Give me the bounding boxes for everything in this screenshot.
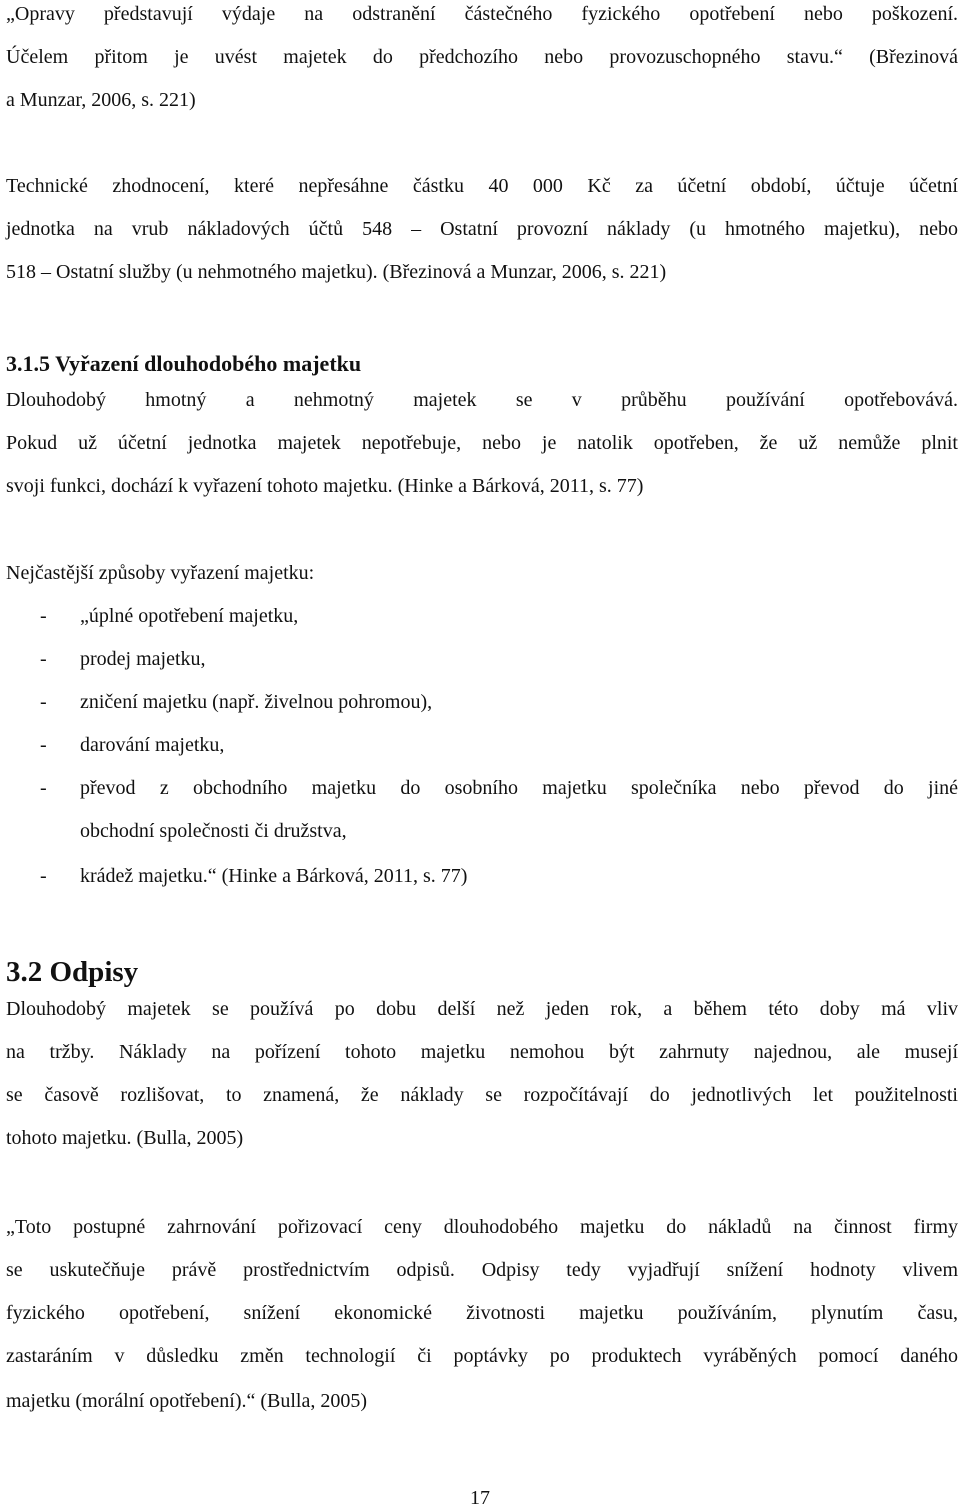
paragraph-line: „Opravy představují výdaje na odstranění částečného fyzického opotřebení nebo poškození. [6, 3, 958, 25]
paragraph-line: a Munzar, 2006, s. 221) [6, 89, 196, 111]
paragraph-line: zastaráním v důsledku změn technologií či poptávky po produktech vyráběných pomocí daného [6, 1345, 958, 1367]
list-item-text: převod z obchodního majetku do osobního majetku společníka nebo převod do jiné [80, 777, 958, 799]
list-dash: - [40, 865, 47, 887]
list-item [6, 647, 958, 671]
paragraph-line: Technické zhodnocení, které nepřesáhne částku 40 000 Kč za účetní období, účtuje účetní [6, 175, 958, 197]
list-item [6, 604, 958, 628]
paragraph-line: se časově rozlišovat, to znamená, že náklady se rozpočítávají do jednotlivých let použitelnosti [6, 1084, 958, 1106]
list-dash: - [40, 777, 47, 799]
paragraph-line: fyzického opotřebení, snížení ekonomické životnosti majetku používáním, plynutím času, [6, 1302, 958, 1324]
paragraph-line: na tržby. Náklady na pořízení tohoto majetku nemohou být zahrnuty najednou, ale musejí [6, 1041, 958, 1063]
chapter-heading: 3.2 Odpisy [6, 956, 139, 988]
paragraph-line: majetku (morální opotřebení).“ (Bulla, 2005) [6, 1390, 368, 1412]
paragraph-line: Účelem přitom je uvést majetek do předchozího nebo provozuschopného stavu.“ (Březinová [6, 46, 958, 68]
list-item [6, 776, 958, 800]
paragraph-line: tohoto majetku. (Bulla, 2005) [6, 1127, 244, 1149]
paragraph-line: se uskutečňuje právě prostřednictvím odpisů. Odpisy tedy vyjadřují snížení hodnoty vlivem [6, 1259, 958, 1281]
paragraph-line: svoji funkci, dochází k vyřazení tohoto majetku. (Hinke a Bárková, 2011, s. 77) [6, 475, 644, 497]
list-item-text: darování majetku, [80, 734, 225, 756]
list-item-text: „úplné opotřebení majetku, [80, 605, 299, 627]
page-number: 17 [470, 1487, 490, 1509]
list-item-text: zničení majetku (např. živelnou pohromou), [80, 691, 433, 713]
paragraph-line: „Toto postupné zahrnování pořizovací ceny dlouhodobého majetku do nákladů na činnost firmy [6, 1216, 958, 1238]
paragraph-line: jednotka na vrub nákladových účtů 548 – Ostatní provozní náklady (u hmotného majetku), nebo [6, 218, 958, 240]
list-dash: - [40, 734, 47, 756]
paragraph-line: Dlouhodobý majetek se používá po dobu delší než jeden rok, a během této doby má vliv [6, 998, 958, 1020]
list-item-text: obchodní společnosti či družstva, [80, 820, 347, 842]
paragraph-line: Dlouhodobý hmotný a nehmotný majetek se v průběhu používání opotřebovává. [6, 389, 958, 411]
list-item-text: prodej majetku, [80, 648, 206, 670]
list-dash: - [40, 648, 47, 670]
section-heading: 3.1.5 Vyřazení dlouhodobého majetku [6, 351, 362, 376]
list-item-continuation [6, 819, 958, 843]
list-dash: - [40, 691, 47, 713]
list-intro: Nejčastější způsoby vyřazení majetku: [6, 562, 315, 584]
list-dash: - [40, 605, 47, 627]
list-item-text: krádež majetku.“ (Hinke a Bárková, 2011, s. 77) [80, 865, 468, 887]
list-item [6, 690, 958, 714]
paragraph-line: 518 – Ostatní služby (u nehmotného majetku). (Březinová a Munzar, 2006, s. 221) [6, 261, 667, 283]
list-item [6, 733, 958, 757]
list-item [6, 864, 958, 888]
paragraph-line: Pokud už účetní jednotka majetek nepotřebuje, nebo je natolik opotřeben, že už nemůže plnit [6, 432, 958, 454]
